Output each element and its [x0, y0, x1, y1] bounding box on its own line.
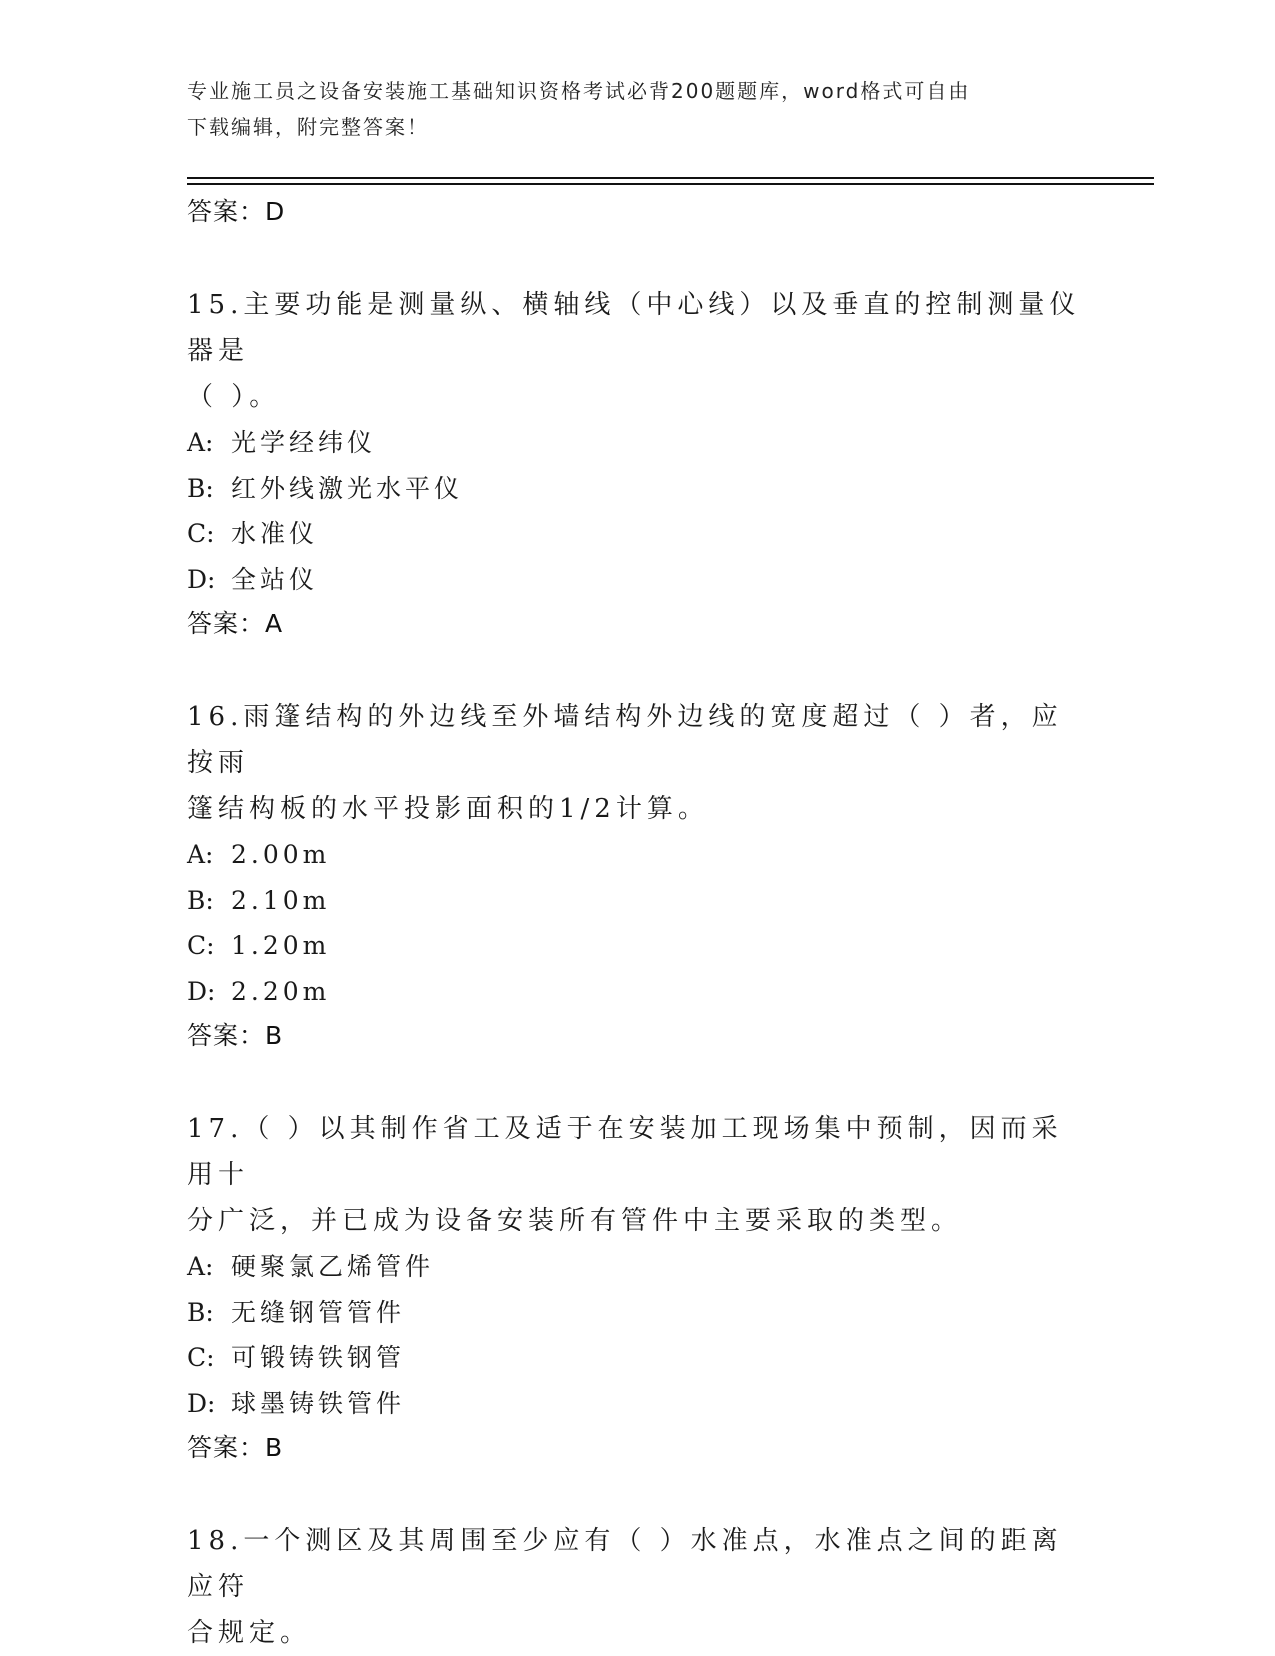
option-text: 2.00m: [231, 840, 331, 869]
option-letter: A:: [187, 428, 214, 457]
document-header: [187, 73, 1067, 145]
option-letter: B:: [187, 473, 214, 503]
option-letter: C:: [187, 1343, 215, 1372]
header-line-2: 下载编辑，附完整答案！: [187, 115, 429, 139]
question-stem: [187, 1518, 1087, 1656]
question-18: [187, 1518, 1087, 1656]
option-text: 球墨铸铁管件: [231, 1388, 406, 1418]
option-d: [187, 1381, 1087, 1427]
option-text: 红外线激光水平仪: [231, 473, 464, 503]
option-letter: B:: [187, 885, 214, 915]
option-d: [187, 969, 1087, 1015]
stem-line: （ ）。: [187, 382, 281, 412]
option-a: [187, 420, 1087, 466]
option-letter: D:: [187, 564, 216, 594]
header-line-1: 专业施工员之设备安装施工基础知识资格考试必背200题题库，word格式可自由: [187, 79, 971, 103]
previous-answer: 答案：D: [187, 197, 286, 226]
stem-line: 15.主要功能是测量纵、横轴线（中心线）以及垂直的控制测量仪器是: [187, 290, 1081, 366]
stem-line: 分广泛，并已成为设备安装所有管件中主要采取的类型。: [187, 1206, 963, 1236]
option-letter: B:: [187, 1297, 214, 1327]
stem-line: 16.雨篷结构的外边线至外墙结构外边线的宽度超过（ ）者，应按雨: [187, 702, 1063, 778]
option-text: 水准仪: [231, 519, 319, 548]
option-letter: D:: [187, 1388, 216, 1418]
option-c: [187, 1335, 1087, 1381]
answer-line: 答案：A: [187, 609, 284, 638]
option-b: [187, 466, 1087, 512]
option-letter: D:: [187, 976, 216, 1006]
option-c: [187, 511, 1087, 557]
question-stem: [187, 1106, 1087, 1244]
option-text: 硬聚氯乙烯管件: [231, 1252, 435, 1281]
option-b: [187, 878, 1087, 924]
question-16: [187, 694, 1087, 1058]
option-letter: C:: [187, 931, 215, 960]
header-rule-top: [187, 177, 1154, 179]
answer-line: 答案：B: [187, 1021, 284, 1050]
question-15: [187, 282, 1087, 646]
option-text: 全站仪: [231, 564, 319, 594]
header-rule-bottom: [187, 183, 1154, 185]
option-letter: A:: [187, 840, 214, 869]
option-c: [187, 923, 1087, 969]
stem-line: 合规定。: [187, 1618, 312, 1648]
question-17: [187, 1106, 1087, 1470]
option-d: [187, 557, 1087, 603]
option-letter: A:: [187, 1252, 214, 1281]
document-body: [187, 190, 1087, 1656]
option-text: 无缝钢管管件: [231, 1297, 406, 1327]
answer-line: 答案：B: [187, 1433, 284, 1462]
stem-line: 17.（ ）以其制作省工及适于在安装加工现场集中预制，因而采用十: [187, 1114, 1063, 1190]
option-text: 2.20m: [231, 976, 331, 1006]
option-a: [187, 1244, 1087, 1290]
option-a: [187, 832, 1087, 878]
question-stem: [187, 694, 1087, 832]
option-text: 2.10m: [231, 885, 331, 915]
option-text: 1.20m: [231, 931, 331, 960]
option-letter: C:: [187, 519, 215, 548]
question-stem: [187, 282, 1087, 420]
stem-line: 篷结构板的水平投影面积的1/2计算。: [187, 794, 709, 824]
option-text: 可锻铸铁钢管: [231, 1343, 406, 1372]
option-b: [187, 1290, 1087, 1336]
option-text: 光学经纬仪: [231, 428, 377, 457]
stem-line: 18.一个测区及其周围至少应有（ ）水准点，水准点之间的距离应符: [187, 1526, 1063, 1602]
